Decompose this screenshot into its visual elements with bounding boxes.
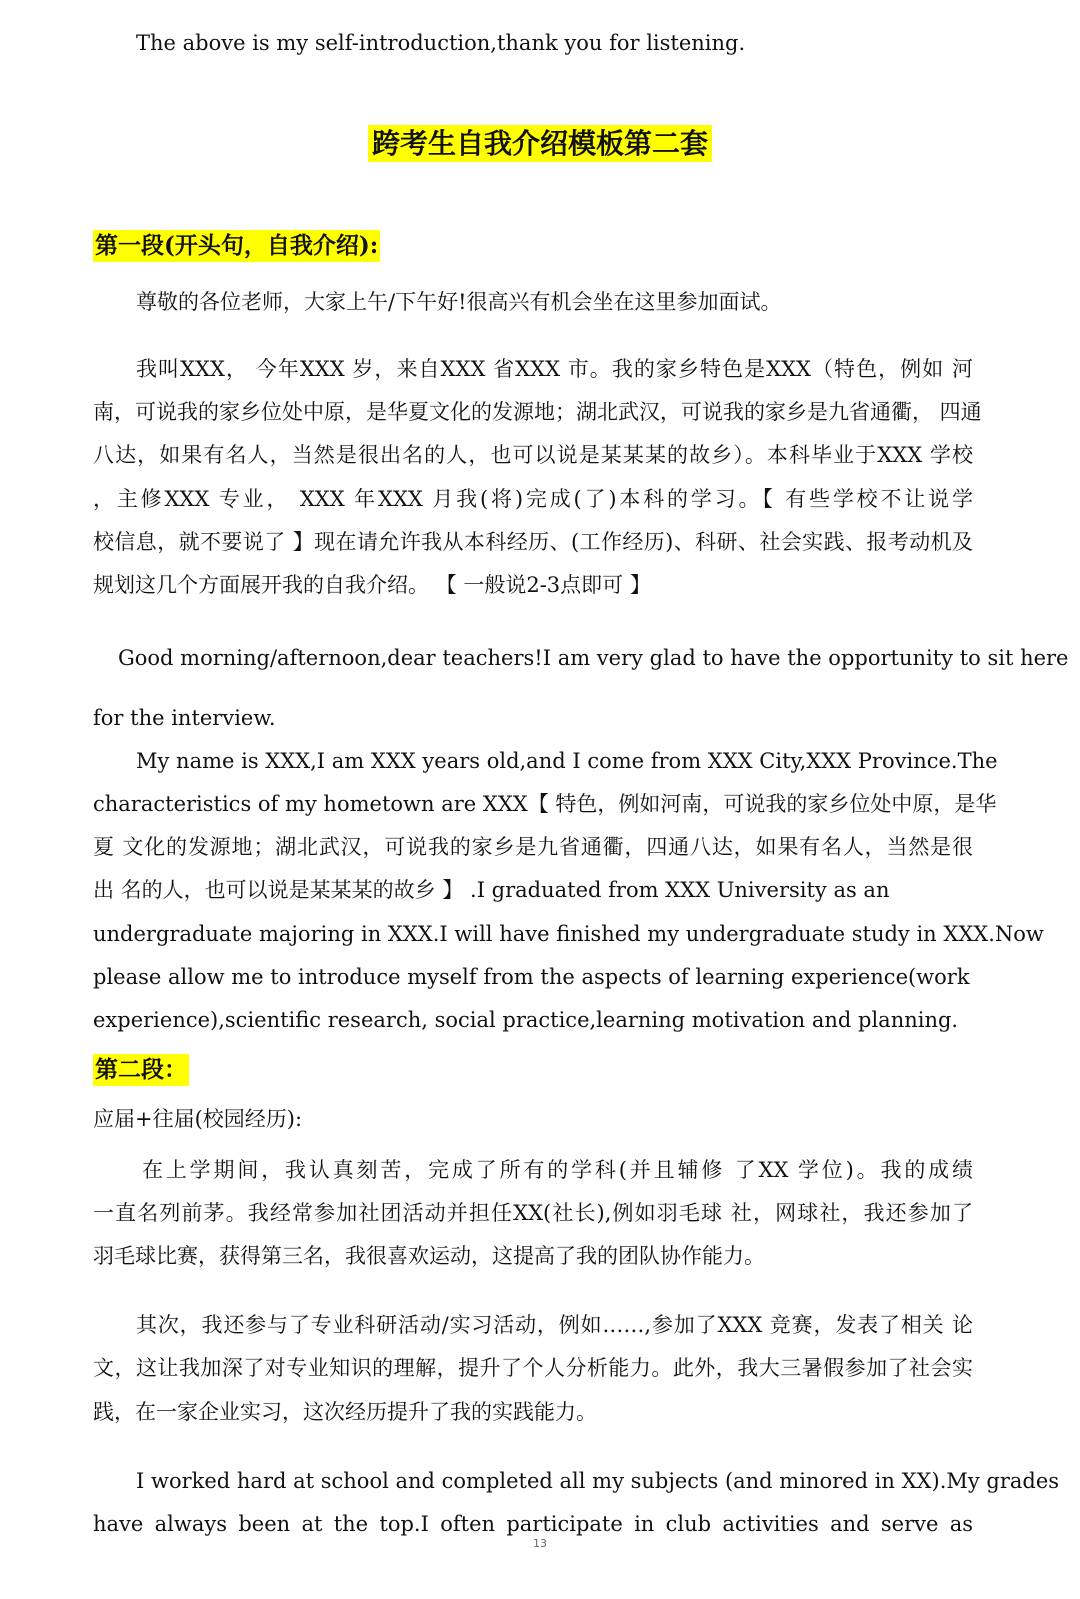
section-1-cn-line-4: ，主修XXX 专业， XXX 年XXX 月我(将)完成(了)本科的学习。【 有些学校不让说学 — [93, 487, 973, 511]
section-1-en-greeting-line-2: for the interview. — [93, 706, 276, 730]
section-1-heading: 第一段(开头句，自我介绍): — [93, 230, 380, 262]
section-2-cn-p1-line-1: 在上学期间，我认真刻苦，完成了所有的学科(并且辅修 了XX 学位)。我的成绩 — [142, 1158, 973, 1182]
section-1-cn-line-1: 我叫XXX， 今年XXX 岁，来自XXX 省XXX 市。我的家乡特色是XXX（特色，例如 河 — [136, 357, 973, 381]
section-2-subheading: 应届+往届(校园经历): — [93, 1107, 303, 1131]
section-2-en-line-1: I worked hard at school and completed all my subjects (and minored in XX).My grades — [136, 1469, 1060, 1493]
section-1-en-line-1: My name is XXX,I am XXX years old,and I come from XXX City,XXX Province.The — [136, 749, 998, 773]
section-1-cn-line-3: 八达，如果有名人，当然是很出名的人，也可以说是某某某的故乡）。本科毕业于XXX 学校 — [93, 443, 973, 467]
section-2-cn-p2-line-2: 文，这让我加深了对专业知识的理解，提升了个人分析能力。此外，我大三暑假参加了社会实 — [93, 1356, 973, 1380]
section-2-cn-p2-line-1: 其次，我还参与了专业科研活动/实习活动，例如……,参加了XXX 竞赛，发表了相关 论 — [136, 1313, 973, 1337]
section-1-en-line-3: 夏 文化的发源地；湖北武汉，可说我的家乡是九省通衢，四通八达，如果有名人，当然是很 — [93, 835, 973, 859]
section-1-en-line-6: please allow me to introduce myself from the aspects of learning experience(work — [93, 965, 970, 989]
section-1-en-line-5: undergraduate majoring in XXX.I will have finished my undergraduate study in XXX.Now — [93, 922, 1044, 946]
section-1-en-line-4: 出 名的人，也可以说是某某某的故乡 】 .I graduated from XXX University as an — [93, 878, 890, 902]
page-title-text: 跨考生自我介绍模板第二套 — [368, 125, 712, 162]
section-1-en-greeting-line-1: Good morning/afternoon,dear teachers!I am very glad to have the opportunity to sit here — [118, 646, 1069, 670]
page-title — [0, 126, 1080, 162]
section-1-cn-line-5: 校信息，就不要说了 】现在请允许我从本科经历、(工作经历)、科研、社会实践、报考动机及 — [93, 530, 973, 554]
section-1-en-line-2: characteristics of my hometown are XXX【 特色，例如河南，可说我的家乡位处中原，是华 — [93, 792, 997, 816]
section-2-cn-p2-line-3: 践，在一家企业实习，这次经历提升了我的实践能力。 — [93, 1400, 597, 1424]
section-1-cn-line-6: 规划这几个方面展开我的自我介绍。 【 一般说2-3点即可 】 — [93, 573, 651, 597]
section-1-cn-line-2: 南，可说我的家乡位处中原，是华夏文化的发源地；湖北武汉，可说我的家乡是九省通衢， 四通 — [93, 400, 982, 424]
section-2-heading: 第二段： — [93, 1054, 189, 1086]
section-2-cn-p1-line-2: 一直名列前茅。我经常参加社团活动并担任XX(社长),例如羽毛球 社，网球社，我还参加了 — [93, 1201, 973, 1225]
intro-closing-line: The above is my self-introduction,thank you for listening. — [136, 31, 746, 55]
page-number: 13 — [533, 1537, 547, 1550]
section-1-en-line-7: experience),scientific research, social practice,learning motivation and planning. — [93, 1008, 959, 1032]
section-1-cn-greeting: 尊敬的各位老师，大家上午/下午好!很高兴有机会坐在这里参加面试。 — [136, 290, 782, 314]
section-2-en-line-2: have always been at the top.I often participate in club activities and serve as — [93, 1512, 973, 1536]
section-2-cn-p1-line-3: 羽毛球比赛，获得第三名，我很喜欢运动，这提高了我的团队协作能力。 — [93, 1244, 765, 1268]
